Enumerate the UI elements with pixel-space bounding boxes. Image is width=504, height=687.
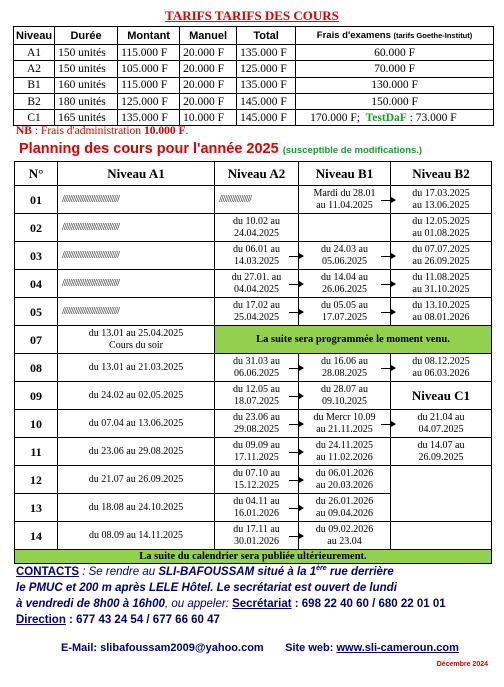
plan-a2: du 27.01. au 04.04.2025 — [215, 270, 299, 298]
plan-b1: du Mercr 10.09 au 21.11.2025 — [299, 410, 391, 438]
tarif-manuel: 20.000 F — [180, 45, 237, 61]
plan-header-row — [15, 162, 492, 186]
tarif-manuel: 20.000 F — [180, 61, 237, 77]
arrow-icon — [289, 508, 303, 509]
plan-num: 14 — [15, 522, 58, 550]
plan-b1: Mardi du 28.01 au 11.04.2025 — [299, 186, 391, 214]
plan-col-b2: Niveau B2 — [391, 162, 492, 186]
plan-a1-empty: //////////////////////////////// — [58, 242, 215, 270]
plan-a2: du 12.05 au 18.07.2025 — [215, 382, 299, 410]
arrow-icon — [289, 396, 303, 397]
arrow-icon — [381, 200, 395, 201]
col-niveau: Niveau — [14, 27, 55, 45]
arrow-icon — [381, 368, 395, 369]
plan-row — [15, 466, 492, 494]
tarif-frais: 70.000 F — [296, 61, 494, 77]
tarif-niveau: B1 — [14, 77, 55, 93]
planning-title: Planning des cours pour l'année 2025 (susceptible de modifications.) — [19, 141, 423, 157]
plan-row — [15, 186, 492, 214]
plan-row — [15, 522, 492, 550]
plan-b2: du 21.04 au 04.07.2025 — [391, 410, 492, 438]
contacts-block: CONTACTS : Se rendre au SLI-BAFOUSSAM situé à la 1ère rue derrière le PMUC et 200 m après LELE Hôtel. Le secrétariat est ouvert de lundi à vendredi de 8h00 à 16h00, ou appeler: Secrétariat : 698 22 40 60 / 680 22 01 01 Direction : 677 43 24 54 / 677 66 60 47 — [16, 565, 446, 626]
nb-note: NB : Frais d'administration 10.000 F. — [16, 125, 189, 137]
tarifs-header-row — [14, 27, 494, 45]
tarifs-table — [13, 26, 494, 126]
plan-row — [15, 326, 492, 354]
tarif-duree: 150 unités — [55, 61, 118, 77]
plan-col-a1: Niveau A1 — [58, 162, 215, 186]
tarif-total: 145.000 F — [237, 110, 296, 126]
plan-row — [15, 214, 492, 242]
plan-a1-empty: //////////////////////////////// — [58, 298, 215, 326]
plan-num: 07 — [15, 326, 58, 354]
plan-a1: du 08.09 au 14.11.2025 — [58, 522, 215, 550]
arrow-icon — [381, 284, 395, 285]
tarif-frais: 130.000 F — [296, 77, 494, 93]
plan-row — [15, 382, 492, 410]
tarif-total: 135.000 F — [237, 77, 296, 93]
arrow-icon — [289, 480, 303, 481]
plan-b2: du 07.07.2025 au 26.09.2025 — [391, 242, 492, 270]
tarif-manuel: 20.000 F — [180, 93, 237, 109]
plan-a2: du 09.09 au 17.11.2025 — [215, 438, 299, 466]
plan-col-a2: Niveau A2 — [215, 162, 299, 186]
plan-b1: du 05.05 au 17.07.2025 — [299, 298, 391, 326]
tarif-niveau: A1 — [14, 45, 55, 61]
tarif-row — [14, 110, 494, 126]
arrow-icon — [289, 284, 303, 285]
tarif-montant: 115.000 F — [118, 45, 180, 61]
arrow-icon — [289, 256, 303, 257]
col-frais: Frais d'examens (tarifs Goethe-Institut) — [296, 27, 494, 45]
tarif-montant: 135.000 F — [118, 110, 180, 126]
plan-num: 03 — [15, 242, 58, 270]
tarif-duree: 150 unités — [55, 45, 118, 61]
website-link[interactable]: www.sli-cameroun.com — [336, 642, 459, 654]
tarif-row — [14, 93, 494, 109]
tarif-total: 125.000 F — [237, 61, 296, 77]
tarif-niveau: C1 — [14, 110, 55, 126]
tarif-total: 135.000 F — [237, 45, 296, 61]
plan-a2: du 10.02 au 24.04.2025 — [215, 214, 299, 242]
arrow-icon — [289, 452, 303, 453]
plan-a1: du 07.04 au 13.06.2025 — [58, 410, 215, 438]
tarif-duree: 165 unités — [55, 110, 118, 126]
plan-a1: du 13.01 au 21.03.2025 — [58, 354, 215, 382]
tarif-niveau: A2 — [14, 61, 55, 77]
tarif-duree: 180 unités — [55, 93, 118, 109]
plan-b1: du 26.01.2026 au 09.04.2026 — [299, 494, 391, 522]
plan-b1: du 28.07 au 09.10.2025 — [299, 382, 391, 410]
arrow-icon — [289, 424, 303, 425]
tarif-row — [14, 77, 494, 93]
plan-a2: du 17.11 au 30.01.2026 — [215, 522, 299, 550]
col-manuel: Manuel — [180, 27, 237, 45]
plan-a1-empty: //////////////////////////////// — [58, 270, 215, 298]
plan-b2 — [391, 466, 492, 522]
plan-col-b1: Niveau B1 — [299, 162, 391, 186]
plan-b1: du 24.11.2025 au 11.02.2026 — [299, 438, 391, 466]
plan-num: 02 — [15, 214, 58, 242]
plan-row — [15, 242, 492, 270]
col-duree: Durée — [55, 27, 118, 45]
arrow-icon — [289, 312, 303, 313]
plan-a2: du 07.10 au 15.12.2025 — [215, 466, 299, 494]
tarif-frais: 150.000 F — [296, 93, 494, 109]
plan-a2: du 06.01 au 14.03.2025 — [215, 242, 299, 270]
plan-num: 01 — [15, 186, 58, 214]
plan-b1: du 06.01.2026 au 20.03.2026 — [299, 466, 391, 494]
document-date: Décembre 2024 — [436, 661, 488, 668]
plan-b2: du 14.07 au 26.09.2025 — [391, 438, 492, 466]
plan-a1-empty: //////////////////////////////// — [58, 186, 215, 214]
planning-table — [14, 161, 492, 564]
arrow-icon — [289, 536, 303, 537]
plan-a1: du 18.08 au 24.10.2025 — [58, 494, 215, 522]
plan-num: 13 — [15, 494, 58, 522]
plan-b1: du 16.06 au 28.08.2025 — [299, 354, 391, 382]
plan-num: 10 — [15, 410, 58, 438]
arrow-icon — [381, 256, 395, 257]
plan-a1: du 21.07 au 26.09.2025 — [58, 466, 215, 494]
plan-b2-empty — [391, 522, 492, 550]
email-line: E-Mail: slibafoussam2009@yahoo.com Site web: www.sli-cameroun.com — [61, 642, 459, 654]
plan-num: 04 — [15, 270, 58, 298]
col-montant: Montant — [118, 27, 180, 45]
tarif-frais: 170.000 F; TestDaF : 73.000 F — [296, 110, 494, 126]
plan-row — [15, 354, 492, 382]
plan-c1-header: Niveau C1 — [391, 382, 492, 410]
arrow-icon — [381, 312, 395, 313]
plan-row — [15, 298, 492, 326]
tarif-frais: 60.000 F — [296, 45, 494, 61]
plan-b1-empty — [299, 214, 391, 242]
arrow-icon — [381, 424, 395, 425]
plan-num: 09 — [15, 382, 58, 410]
tarif-montant: 105.000 F — [118, 61, 180, 77]
plan-a2: du 31.03 au 06.06.2025 — [215, 354, 299, 382]
plan-row — [15, 270, 492, 298]
plan-row — [15, 410, 492, 438]
tarif-niveau: B2 — [14, 93, 55, 109]
tarif-manuel: 20.000 F — [180, 77, 237, 93]
plan-b2: du 13.10.2025 au 08.01.2026 — [391, 298, 492, 326]
arrow-icon — [289, 368, 303, 369]
plan-b1: du 09.02.2026 au 23.04 — [299, 522, 391, 550]
tarif-manuel: 10.000 F — [180, 110, 237, 126]
tarif-montant: 115.000 F — [118, 77, 180, 93]
tarif-row — [14, 61, 494, 77]
tarif-row — [14, 45, 494, 61]
plan-a2: du 17.02 au 25.04.2025 — [215, 298, 299, 326]
plan-num: 08 — [15, 354, 58, 382]
plan-a2-empty: ////////////////// — [215, 186, 299, 214]
email-link[interactable]: slibafoussam2009@yahoo.com — [100, 642, 264, 654]
plan-num: 11 — [15, 438, 58, 466]
tarif-total: 145.000 F — [237, 93, 296, 109]
page-title: TARIFS TARIFS DES COURS — [165, 8, 339, 23]
plan-b2: du 11.08.2025 au 31.10.2025 — [391, 270, 492, 298]
plan-b1: du 24.03 au 05.06.2025 — [299, 242, 391, 270]
plan-col-num: N° — [15, 162, 58, 186]
col-total: Total — [237, 27, 296, 45]
plan-b2: du 08.12.2025 au 06.03.2026 — [391, 354, 492, 382]
tarif-duree: 160 unités — [55, 77, 118, 93]
plan-a1-empty: //////////////////////////////// — [58, 214, 215, 242]
plan-b2: du 17.03.2025 au 13.06.2025 — [391, 186, 492, 214]
plan-b2: du 12.05.2025 au 01.08.2025 — [391, 214, 492, 242]
plan-a2: du 04.11 au 16.01.2026 — [215, 494, 299, 522]
plan-a1: du 24.02 au 02.05.2025 — [58, 382, 215, 410]
plan-a1: du 23.06 au 29.08.2025 — [58, 438, 215, 466]
plan-footer-note: La suite du calendrier sera publiée ultérieurement. — [15, 550, 492, 564]
plan-a1: du 13.01 au 25.04.2025 Cours du soir — [58, 326, 215, 354]
plan-a2: du 23.06 au 29.08.2025 — [215, 410, 299, 438]
plan-row — [15, 438, 492, 466]
plan-merged-note: La suite sera programmée le moment venu. — [215, 326, 492, 354]
plan-b1: du 14.04 au 26.06.2025 — [299, 270, 391, 298]
plan-num: 05 — [15, 298, 58, 326]
tarif-montant: 125.000 F — [118, 93, 180, 109]
plan-num: 12 — [15, 466, 58, 494]
